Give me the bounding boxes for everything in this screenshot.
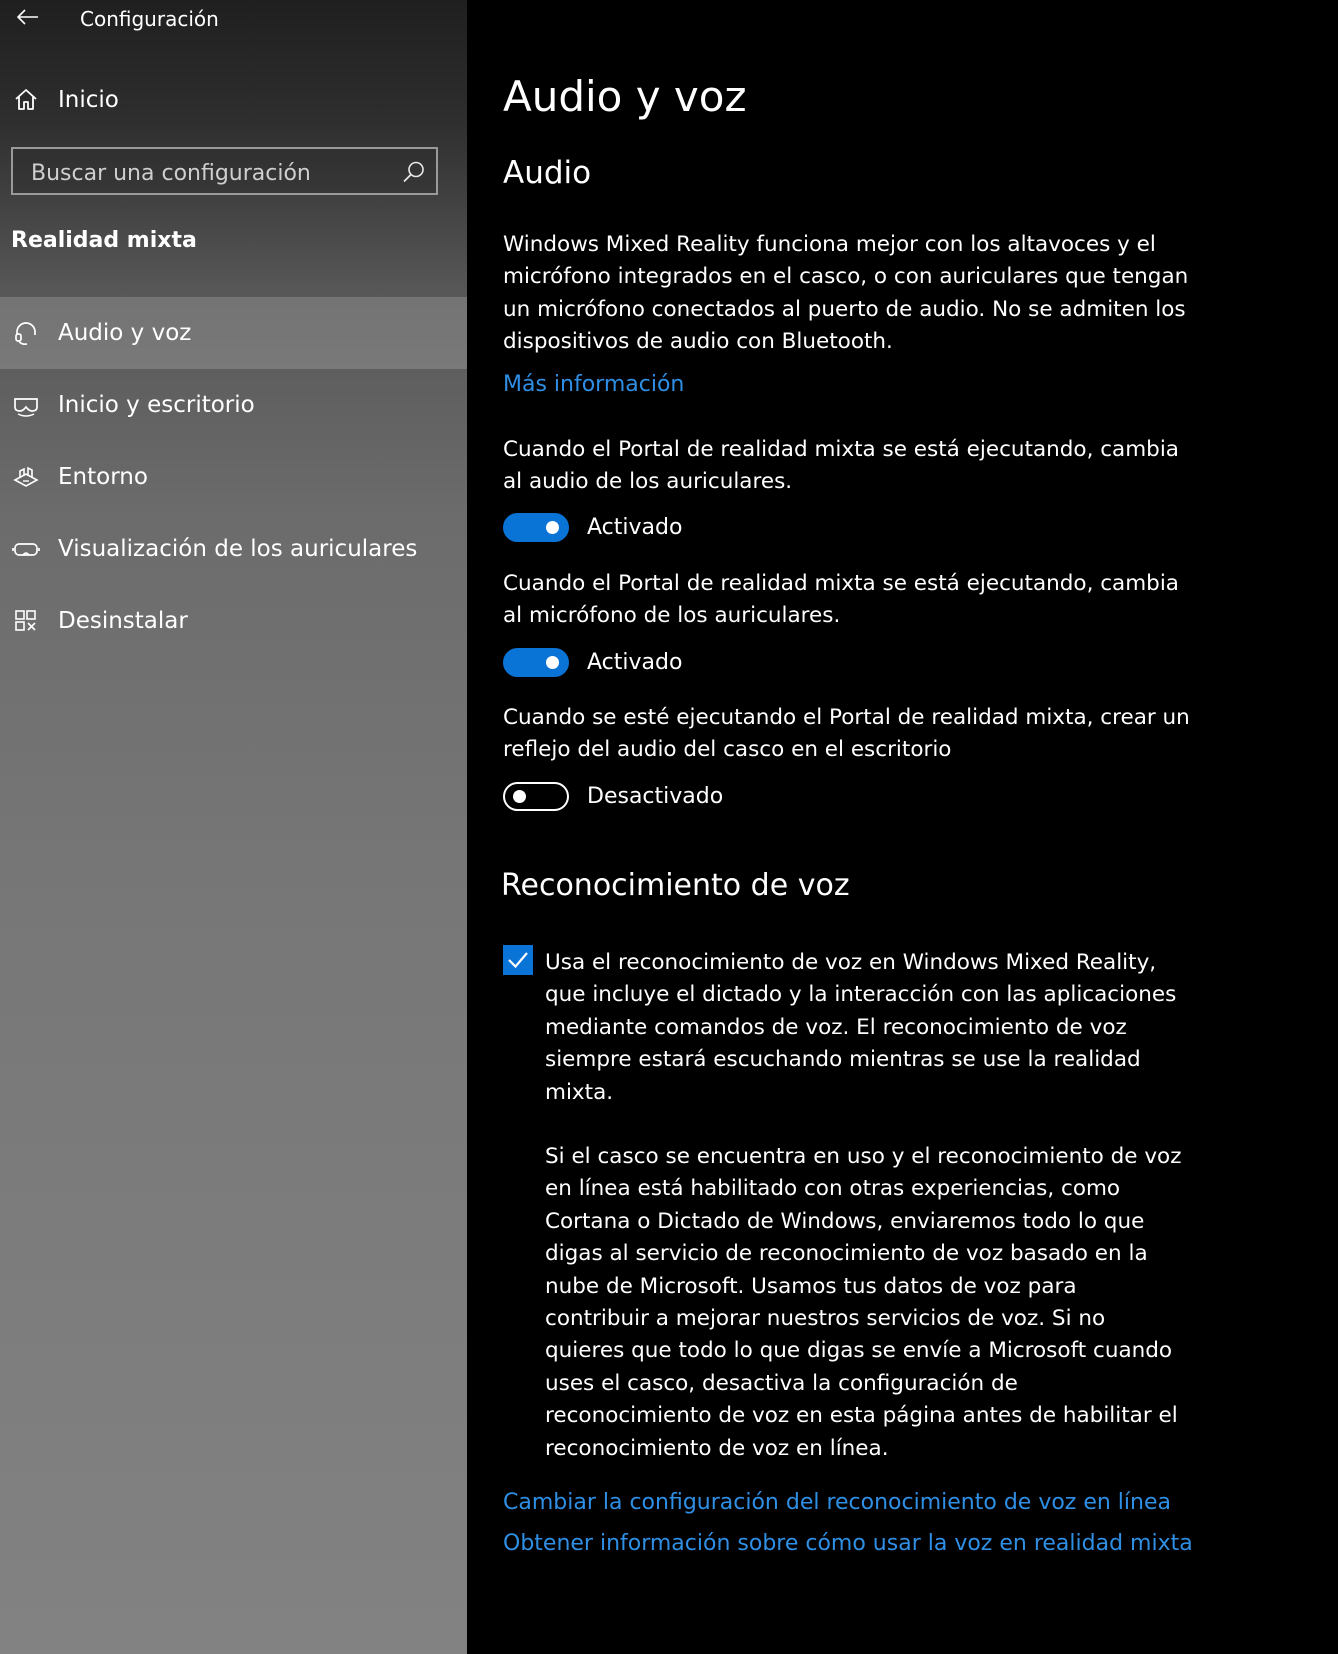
speech-help-link[interactable]: Obtener información sobre cómo usar la voz en realidad mixta [503, 1531, 1193, 1556]
toggle-knob [513, 790, 526, 803]
page-title: Audio y voz [503, 72, 747, 121]
audio-description: Windows Mixed Reality funciona mejor con los altavoces y el micrófono integrados en el casco, o con auriculares que tengan un micrófono conectados al puerto de audio. No se admiten los dispositivos de audio con Bluetooth. [503, 232, 1189, 355]
headset-display-icon [12, 535, 40, 563]
back-arrow-icon [17, 9, 39, 25]
toggle-knob [546, 521, 559, 534]
checkmark-icon [506, 948, 530, 972]
audio-heading: Audio [503, 155, 592, 191]
toggle-state-label: Activado [587, 649, 683, 675]
headset-audio-toggle[interactable] [503, 513, 569, 542]
headset-audio-setting [503, 510, 682, 544]
sidebar-item-audio-y-voz[interactable] [0, 297, 467, 369]
sidebar-item-label: Entorno [58, 464, 148, 490]
speech-heading: Reconocimiento de voz [501, 868, 850, 903]
sidebar-item-entorno[interactable] [0, 441, 467, 513]
speech-privacy-text: Si el casco se encuentra en uso y el reconocimiento de voz en línea está habilitado con otras experiencias, como Cortana o Dictado de Windows, enviaremos todo lo que digas al servicio de reconocimiento de voz basado en la nube de Microsoft. Usamos tus datos de voz para contribuir a mejorar nuestros servicios de voz. Si no quieres que todo lo que digas se envíe a Microsoft cuando uses el casco, desactiva la configuración de reconocimiento de voz en esta página antes de habilitar el reconocimiento de voz en línea. [545, 1144, 1182, 1461]
audio-mirror-setting [503, 779, 723, 813]
main-content [467, 0, 1338, 1654]
home-icon [12, 86, 40, 114]
home-label: Inicio [58, 87, 119, 113]
audio-mirror-toggle[interactable] [503, 782, 569, 811]
headset-mic-toggle[interactable] [503, 648, 569, 677]
speech-recognition-checkbox[interactable] [503, 945, 533, 975]
search-box [11, 147, 438, 195]
more-info-link[interactable]: Más información [503, 372, 685, 397]
mixed-reality-headset-icon [12, 391, 40, 419]
speech-recognition-text: Usa el reconocimiento de voz en Windows Mixed Reality, que incluye el dictado y la interacción con las aplicaciones mediante comandos de voz. El reconocimiento de voz siempre estará escuchando mientras se use la realidad mixta. [545, 950, 1177, 1105]
app-title: Configuración [80, 7, 219, 31]
audio-mirror-description: Cuando se esté ejecutando el Portal de realidad mixta, crear un reflejo del audio del casco en el escritorio [503, 705, 1190, 763]
headset-mic-description: Cuando el Portal de realidad mixta se está ejecutando, cambia al micrófono de los auriculares. [503, 571, 1179, 629]
sidebar [0, 0, 467, 1654]
section-title: Realidad mixta [11, 228, 197, 253]
sidebar-item-label: Audio y voz [58, 320, 192, 346]
sidebar-item-desinstalar[interactable] [0, 585, 467, 657]
toggle-knob [546, 656, 559, 669]
toggle-state-label: Desactivado [587, 783, 724, 809]
headset-audio-description: Cuando el Portal de realidad mixta se está ejecutando, cambia al audio de los auriculares. [503, 437, 1179, 495]
headset-icon [12, 319, 40, 347]
sidebar-item-visualizacion[interactable] [0, 513, 467, 585]
online-speech-settings-link[interactable]: Cambiar la configuración del reconocimiento de voz en línea [503, 1490, 1171, 1515]
sidebar-item-label: Inicio y escritorio [58, 392, 255, 418]
sidebar-item-inicio-y-escritorio[interactable] [0, 369, 467, 441]
sidebar-item-label: Desinstalar [58, 608, 188, 634]
environment-icon [12, 463, 40, 491]
sidebar-item-label: Visualización de los auriculares [58, 536, 418, 562]
sidebar-nav [0, 297, 467, 657]
toggle-state-label: Activado [587, 514, 683, 540]
uninstall-icon [12, 607, 40, 635]
title-bar [0, 0, 467, 40]
sidebar-item-home[interactable] [0, 78, 467, 122]
search-input[interactable] [29, 155, 393, 191]
search-icon[interactable] [402, 160, 426, 184]
back-button[interactable] [10, 2, 46, 32]
headset-mic-setting [503, 645, 682, 679]
